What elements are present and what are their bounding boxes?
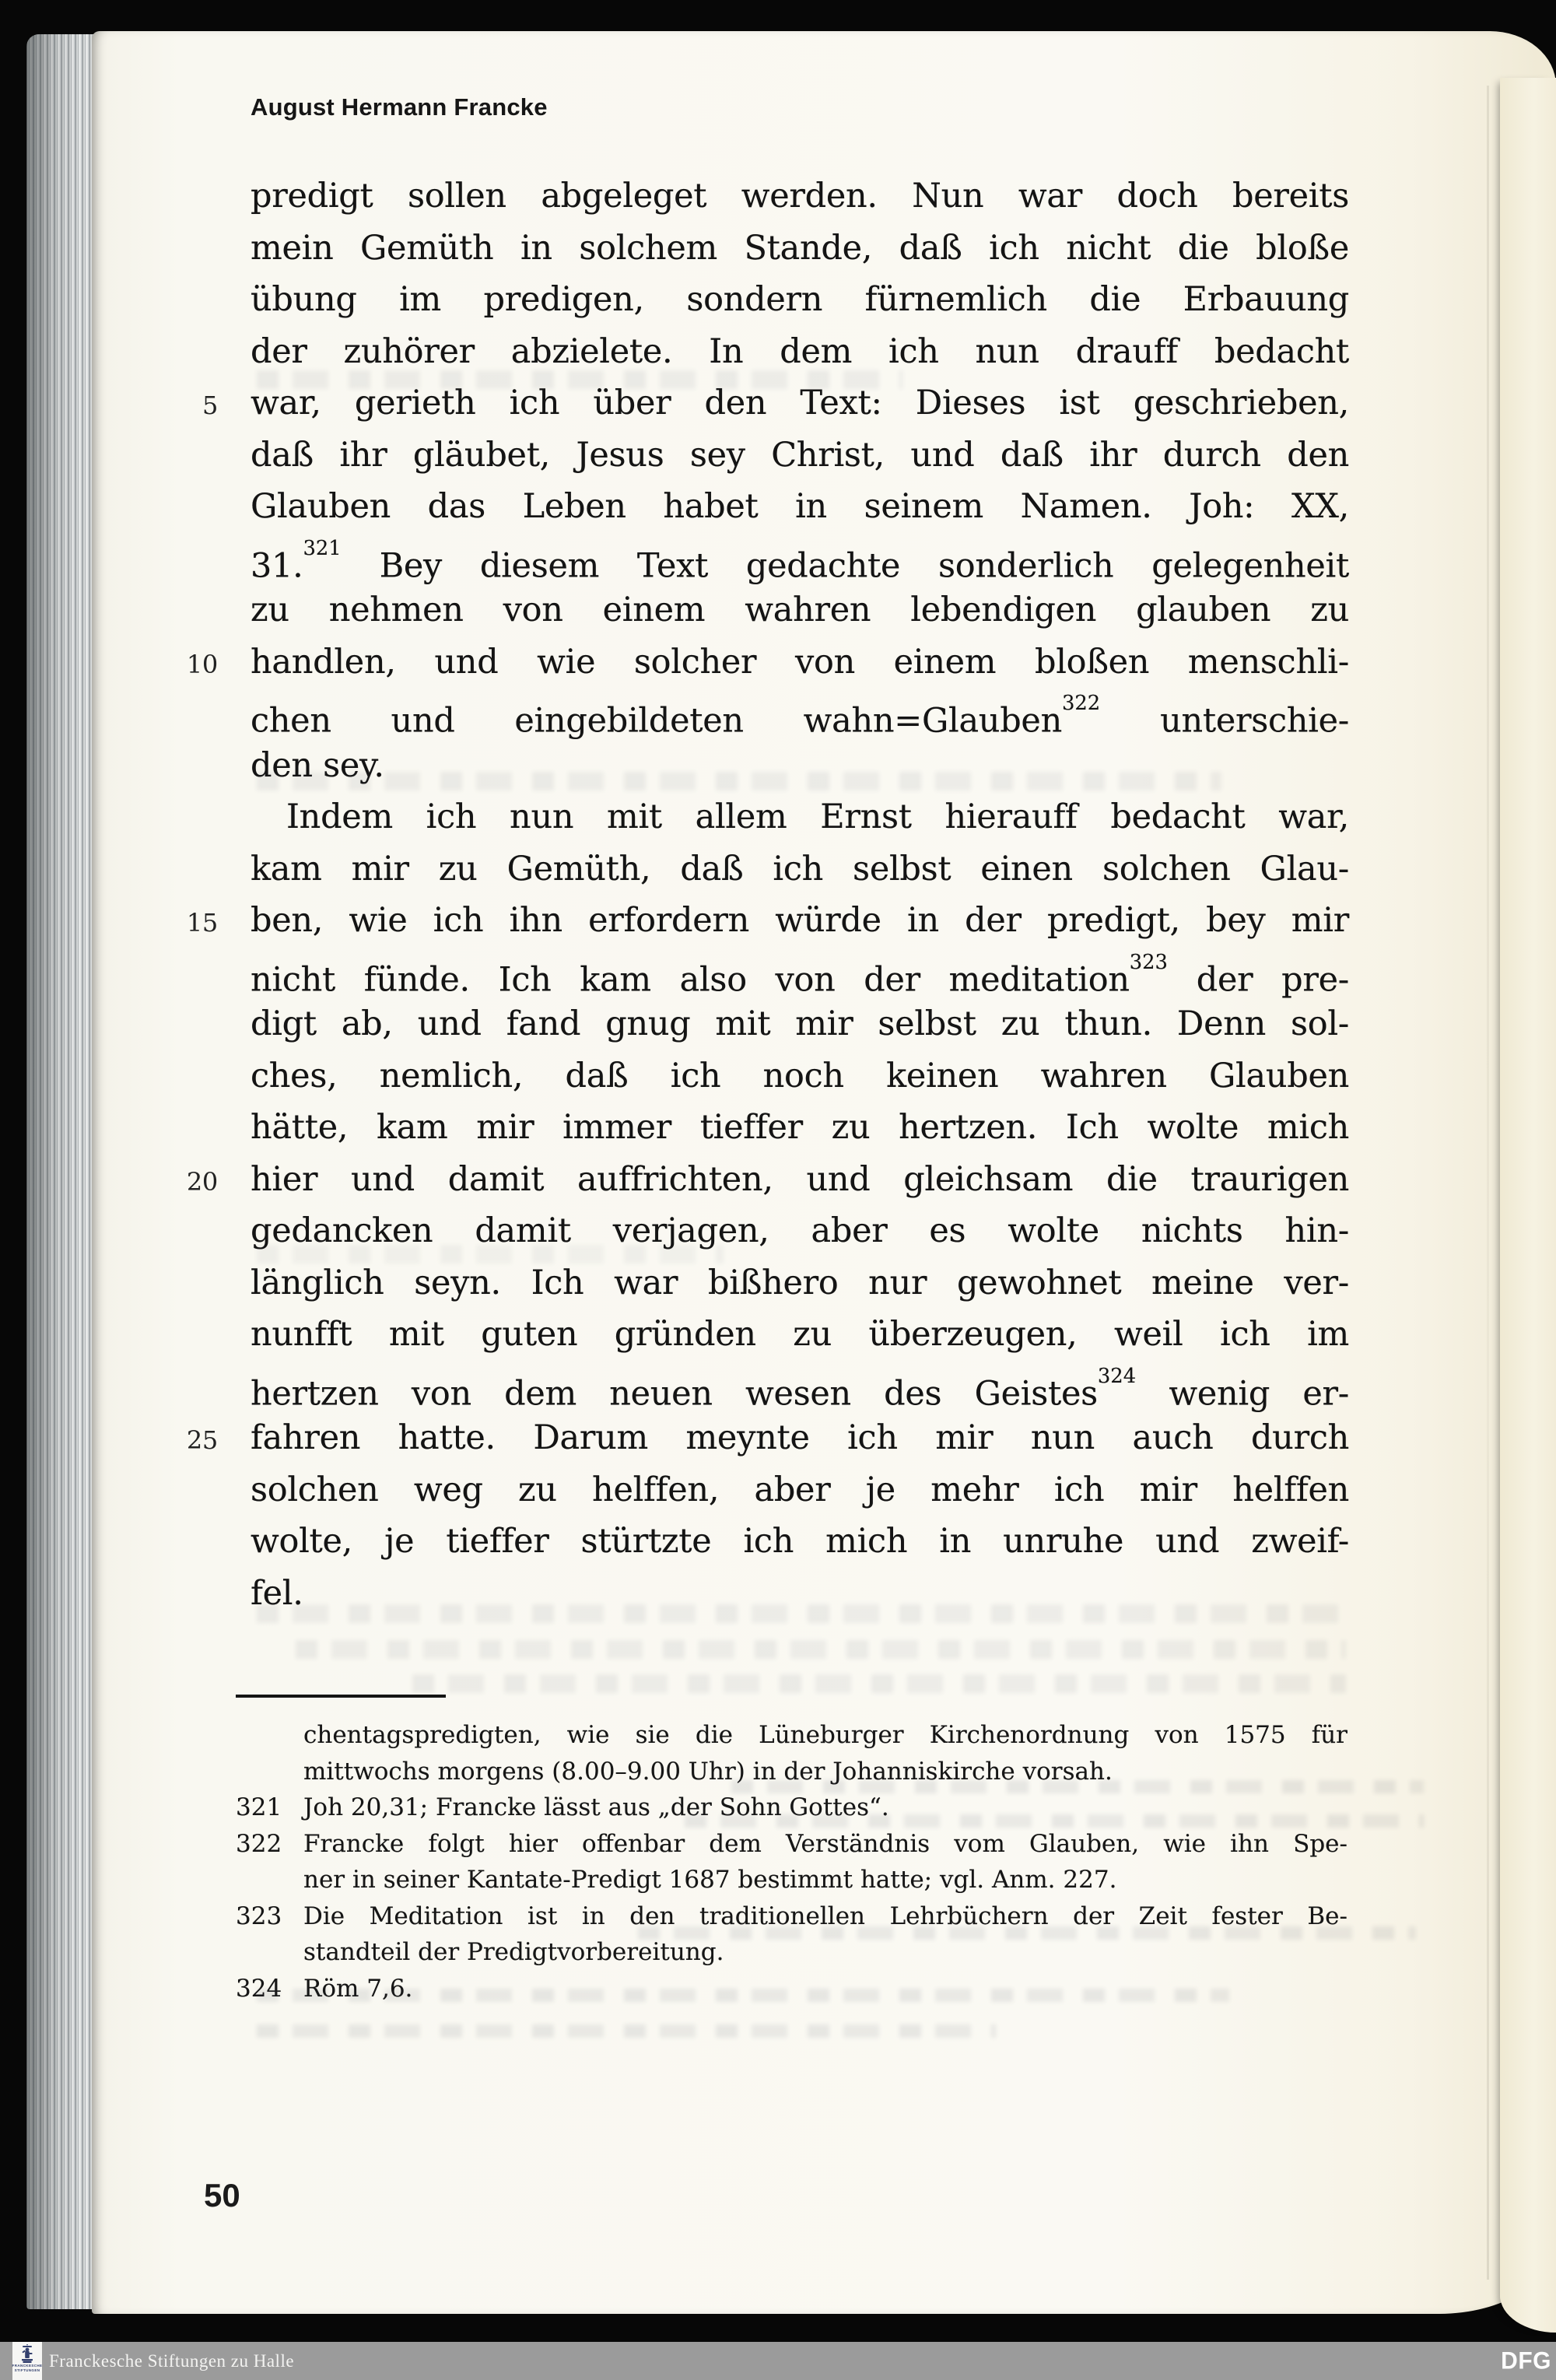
- footnote-number: 321: [236, 1793, 282, 1821]
- body-line: übung im predigen, sondern fürnemlich die Erbauung: [251, 280, 1349, 319]
- institution-name: Franckesche Stiftungen zu Halle: [49, 2351, 295, 2371]
- body-row: [179, 636, 1349, 689]
- footnote-row: [236, 1826, 1347, 1863]
- body-line: 31.$^{321}$ Bey diesem Text gedachte sonderlich gelegenheit: [251, 536, 1349, 585]
- footnote-line: Joh 20,31; Francke lässt aus „der Sohn Gottes“.: [303, 1793, 889, 1821]
- body-row: [179, 1412, 1349, 1464]
- footnote-line: chentagspredigten, wie sie die Lüneburger Kirchenordnung von 1575 für: [303, 1721, 1347, 1749]
- footnote-number: 324: [236, 1974, 282, 2003]
- body-row: [179, 895, 1349, 947]
- body-line: daß ihr gläubet, Jesus sey Christ, und daß ihr durch den: [251, 435, 1349, 475]
- footnote-line: Die Meditation ist in den traditionellen Lehrbüchern der Zeit fester Be-: [303, 1902, 1347, 1930]
- footnote-row: [236, 1862, 1347, 1898]
- line-number: 25: [186, 1425, 218, 1455]
- body-row: [179, 1464, 1349, 1516]
- show-through-ghost: [257, 370, 902, 389]
- body-line: ches, nemlich, daß ich noch keinen wahren Glauben: [251, 1056, 1349, 1095]
- body-line: nicht fünde. Ich kam also von der meditation$^{323}$ der pre-: [251, 950, 1349, 999]
- body-line: nunfft mit guten gründen zu überzeugen, weil ich im: [251, 1315, 1349, 1354]
- footnote-line: Francke folgt hier offenbar dem Verständnis vom Glauben, wie ihn Spe-: [303, 1829, 1347, 1858]
- line-number: 10: [186, 649, 218, 679]
- dfg-logo: DFG: [1501, 2347, 1551, 2375]
- footnote-number: 322: [236, 1829, 282, 1858]
- body-line: Indem ich nun mit allem Ernst hierauff bedacht war,: [286, 797, 1349, 836]
- body-line: chen und eingebildeten wahn=Glauben$^{322}$ unterschie-: [251, 692, 1350, 741]
- body-row: [179, 429, 1349, 482]
- body-line: hätte, kam mir immer tieffer zu hertzen. Ich wolte mich: [251, 1108, 1349, 1147]
- body-row: [179, 1154, 1349, 1206]
- body-line: länglich seyn. Ich war bißhero nur gewohnet meine ver-: [251, 1263, 1349, 1302]
- body-row: [179, 274, 1349, 326]
- body-row: [179, 688, 1349, 740]
- body-row: [179, 947, 1349, 999]
- body-line: fahren hatte. Darum meynte ich mir nun auch durch: [251, 1418, 1349, 1457]
- show-through-ghost: [257, 1989, 1229, 2002]
- footnote-line: ner in seiner Kantate-Predigt 1687 bestimmt hatte; vgl. Anm. 227.: [303, 1866, 1117, 1894]
- show-through-ghost: [685, 1814, 1424, 1828]
- gutter-page-edge: [1500, 78, 1556, 2333]
- body-line: digt ab, und fand gnug mit mir selbst zu thun. Denn sol-: [251, 1004, 1349, 1043]
- running-header: August Hermann Francke: [251, 93, 548, 121]
- body-line: wolte, je tieffer stürtzte ich mich in unruhe und zweif-: [251, 1522, 1349, 1561]
- show-through-ghost: [257, 1604, 1346, 1623]
- body-row: [179, 481, 1349, 533]
- fore-edge-page-stack: [26, 34, 93, 2309]
- footnote-line: standteil der Predigtvorbereitung.: [303, 1938, 724, 1966]
- body-line: hertzen von dem neuen wesen des Geistes$^{324}$ wenig er-: [251, 1364, 1349, 1413]
- body-row: [179, 1050, 1349, 1102]
- show-through-ghost: [638, 1926, 1416, 1940]
- body-line: gedancken damit verjagen, aber es wolte nichts hin-: [251, 1211, 1349, 1250]
- body-line: handlen, und wie solcher von einem bloßen menschli-: [251, 642, 1349, 682]
- line-number: 20: [186, 1166, 218, 1197]
- body-row: [179, 1309, 1349, 1361]
- body-row: [179, 1361, 1349, 1413]
- francke-statue-icon: [19, 2344, 35, 2363]
- body-row: [179, 1257, 1349, 1309]
- body-line: zu nehmen von einem wahren lebendigen glauben zu: [251, 591, 1349, 629]
- body-row: [179, 998, 1349, 1050]
- body-line: fel.: [251, 1573, 303, 1613]
- body-line: mein Gemüth in solchem Stande, daß ich nicht die bloße: [251, 228, 1349, 268]
- footnote-number: 323: [236, 1902, 282, 1930]
- body-line: solchen weg zu helffen, aber je mehr ich mir helffen: [251, 1470, 1349, 1509]
- footnotes: [236, 1717, 1347, 2007]
- body-row: [179, 791, 1349, 843]
- show-through-ghost: [257, 772, 1221, 790]
- body-line: den sey.: [251, 745, 384, 785]
- logo-caption: FRANCKESCHE STIFTUNGEN: [12, 2364, 43, 2372]
- footnote-line: Röm 7,6.: [303, 1974, 413, 2003]
- body-row: [179, 584, 1349, 636]
- body-line: der zuhörer abzielete. In dem ich nun drauff bedacht: [251, 331, 1349, 371]
- show-through-ghost: [731, 1780, 1424, 1793]
- body-line: predigt sollen abgeleget werden. Nun war doch bereits: [251, 177, 1349, 216]
- show-through-ghost: [257, 2024, 996, 2038]
- body-row: [179, 223, 1349, 275]
- body-line: ben, wie ich ihn erfordern würde in der predigt, bey mir: [251, 901, 1349, 940]
- line-number: 15: [186, 908, 218, 938]
- body-line: Glauben das Leben habet in seinem Namen. Joh: XX,: [251, 487, 1349, 526]
- show-through-ghost: [257, 1245, 724, 1264]
- book-page: [92, 31, 1556, 2314]
- body-line: hier und damit auffrichten, und gleichsam die traurigen: [251, 1159, 1349, 1199]
- footer-bar: [0, 2342, 1556, 2380]
- page-number: 50: [204, 2177, 240, 2214]
- footnote-separator: [236, 1695, 446, 1698]
- body-line: war, gerieth ich über den Text: Dieses ist geschrieben,: [251, 384, 1349, 422]
- body-row: [179, 170, 1349, 223]
- body-row: [179, 1516, 1349, 1568]
- body-row: [179, 843, 1349, 896]
- body-row: [179, 533, 1349, 585]
- line-number: 5: [202, 391, 218, 420]
- show-through-ghost: [412, 1674, 1346, 1693]
- footnote-row: [236, 1717, 1347, 1754]
- show-through-ghost: [296, 1640, 1346, 1659]
- body-row: [179, 1102, 1349, 1154]
- franckesche-stiftungen-logo: [12, 2342, 42, 2380]
- page-crease: [1487, 86, 1489, 2280]
- footnote-line: mittwochs morgens (8.00–9.00 Uhr) in der Johanniskirche vorsah.: [303, 1757, 1113, 1786]
- body-line: kam mir zu Gemüth, daß ich selbst einen solchen Glau-: [251, 849, 1349, 889]
